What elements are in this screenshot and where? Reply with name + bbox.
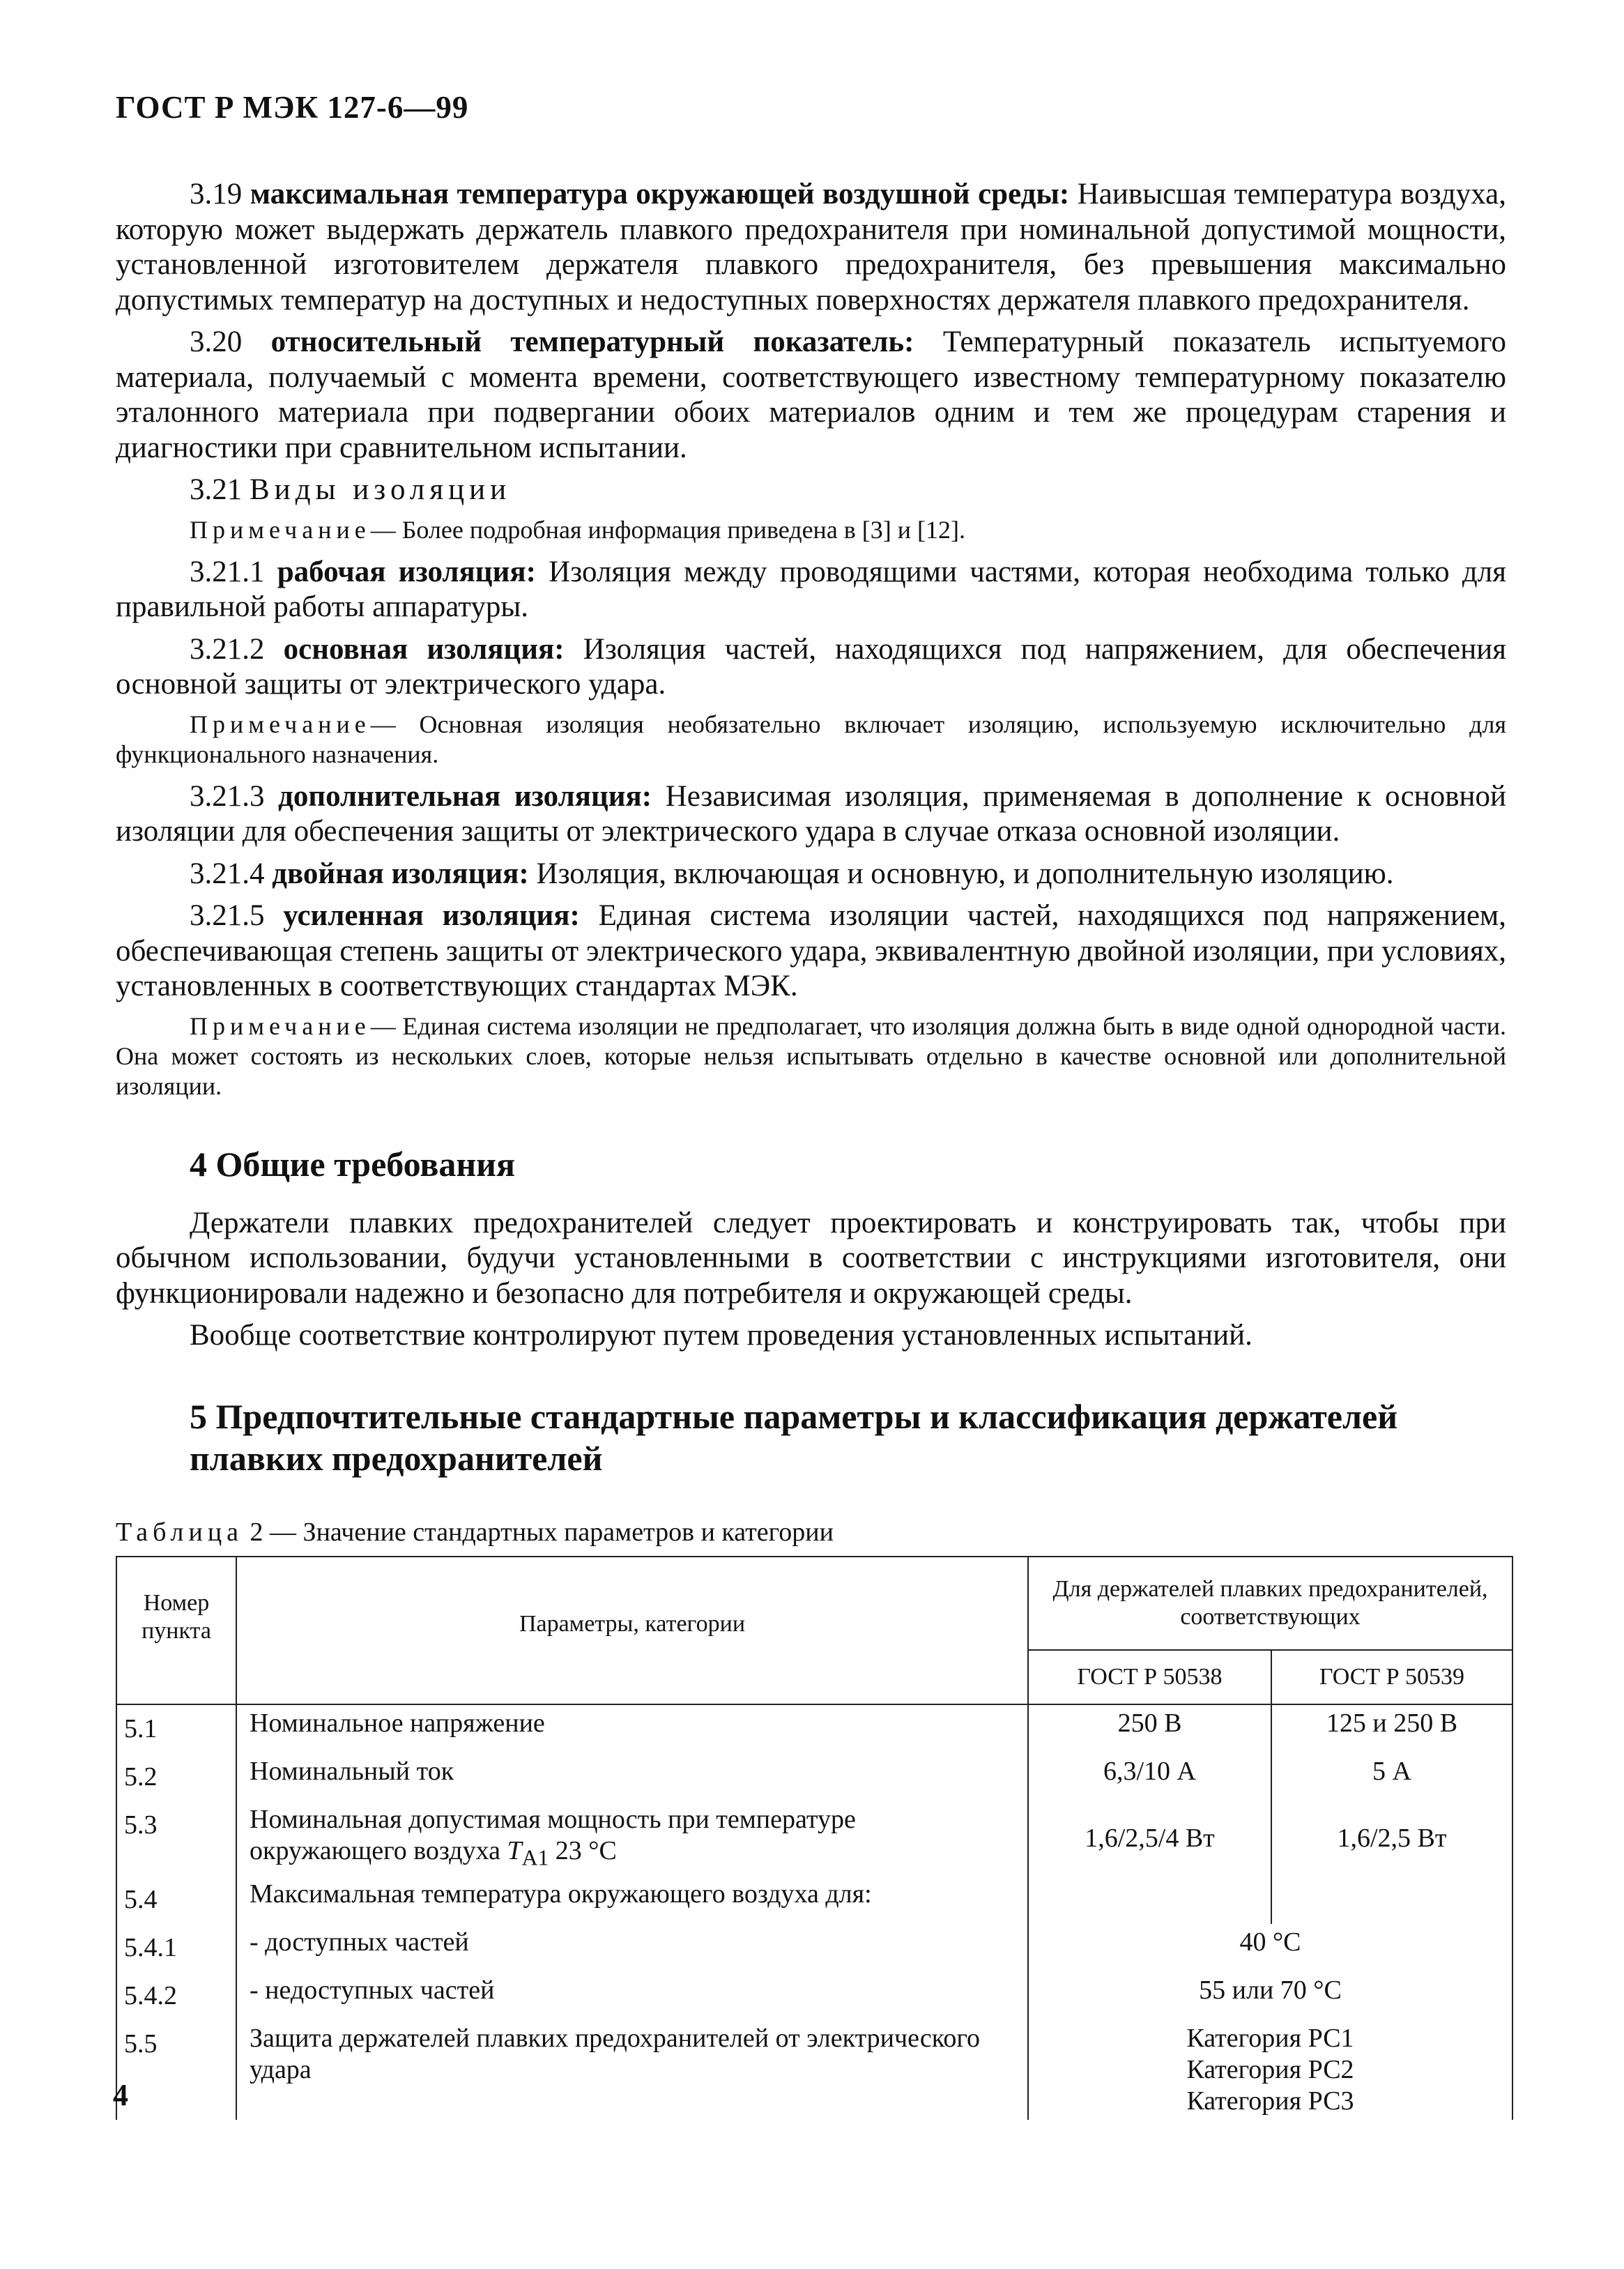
definition: Изоляция, включающая и основную, и дополнительную изоляцию. [536,857,1394,890]
temperature-symbol-subscript: A1 [521,1845,549,1870]
clause-3-21-5 [116,899,1506,1004]
term: дополнительная изоляция: [278,779,652,813]
definition: Единая система изоляции частей, находящихся под напряжением, обеспечивающая степень защиты от электрического удара, эквивалентную двойной изоляции, при условиях, установленных в соответствующих стандартах МЭК. [116,899,1507,1002]
term: относительный температурный показатель: [270,326,914,358]
clause-number: 3.19 [190,178,243,211]
parameter [236,1801,1028,1877]
category-pc2: Категория РС2 [1186,2055,1354,2085]
note-3-21 [116,515,1506,545]
table-caption-text: 2 — Значение стандартных параметров и категории [250,1517,834,1547]
term: основная изоляция: [283,632,565,666]
clause-number: 3.20 [190,326,243,358]
definition: Температурный показатель испытуемого материала, получаемый с момента времени, соответствующего известному температурному показателю эталонного материала при подвергании обоих материалов одним и тем же процедурам старения и диагностики при сравнительном испытании. [116,326,1506,464]
table-row [116,1876,1512,1924]
value-gost-50539 [1271,1876,1512,1924]
table-header-row [116,1557,1512,1650]
clause-title: Виды изоляции [250,473,512,506]
item-number: 5.3 [116,1801,236,1877]
item-number: 5.4.2 [116,1972,236,2020]
clause-3-21-3 [116,779,1506,850]
value-shared: 55 или 70 °С [1028,1972,1512,2020]
note-text: — Основная изоляция необязательно включает изоляцию, используемую исключительно для функционального назначения. [116,710,1506,768]
item-number: 5.4 [116,1876,236,1924]
section-4-paragraph-2: Вообще соответствие контролируют путем проведения установленных испытаний. [190,1319,1253,1352]
definition: Изоляция между проводящими частями, которая необходима только для правильной работы аппаратуры. [116,555,1507,623]
clause-number: 3.21.4 [190,857,265,890]
clause-3-21-2 [116,632,1506,703]
value-gost-50538: 1,6/2,5/4 Вт [1028,1801,1271,1877]
table-row [116,1972,1512,2020]
clause-3-21-4 [116,857,1506,892]
header-parameters: Параметры, категории [236,1557,1028,1704]
clause-3-20 [116,325,1506,466]
note-label: Примечание [190,710,371,738]
value-gost-50538 [1028,1876,1271,1924]
parameter: - недоступных частей [236,1972,1028,2020]
term: усиленная изоляция: [283,899,580,932]
clause-3-21-1 [116,555,1506,625]
parameter: Номинальное напряжение [236,1704,1028,1753]
table-row [116,1704,1512,1753]
clause-number: 3.21 [190,473,243,506]
page-body [116,177,1506,2120]
clause-number: 3.21.3 [190,779,265,813]
category-pc1: Категория РС1 [1186,2024,1354,2054]
value-shared [1028,2020,1512,2120]
running-header: ГОСТ Р МЭК 127-6—99 [116,90,469,125]
note-text: — Более подробная информация приведена в [3] и [12]. [370,515,966,544]
parameter: Максимальная температура окружающего воздуха для: [236,1876,1028,1924]
clause-3-19 [116,177,1506,318]
item-number: 5.2 [116,1753,236,1801]
section-4-paragraph-1: Держатели плавких предохранителей следует проектировать и конструировать так, чтобы при обычном использовании, будучи установленными в соответствии с инструкциями изготовителя, они функционировали надежно и безопасно для потребителя и окружающей среды. [116,1206,1506,1310]
value-gost-50538: 250 В [1028,1704,1271,1753]
note-text: — Единая система изоляции не предполагает, что изоляция должна быть в виде одной однородной части. Она может состоять из нескольких слоев, которые нельзя испытывать отдельно в качестве основной или дополнительной изоляции. [116,1011,1506,1100]
category-pc3: Категория РС3 [1186,2086,1354,2116]
header-gost-50539: ГОСТ Р 50539 [1271,1650,1512,1704]
parameter-value: 23 °С [549,1835,617,1865]
note-label: Примечание [190,1011,371,1040]
page-number: 4 [113,2078,128,2112]
term: максимальная температура окружающей воздушной среды: [250,178,1070,211]
header-fuse-holders-group: Для держателей плавких предохранителей, соответствующих [1028,1557,1512,1650]
table-caption [116,1517,1506,1548]
clause-number: 3.21.2 [190,632,265,666]
note-3-21-2 [116,710,1506,770]
definition: Независимая изоляция, применяемая в дополнение к основной изоляции для обеспечения защиты от электрического удара в случае отказа основной изоляции. [116,779,1507,848]
clause-3-21 [116,473,1506,508]
item-number: 5.1 [116,1704,236,1753]
value-gost-50539: 125 и 250 В [1271,1704,1512,1753]
temperature-symbol: T [507,1835,522,1865]
value-gost-50539: 5 А [1271,1753,1512,1801]
section-4-heading: 4 Общие требования [190,1144,516,1184]
item-number: 5.5 [116,2020,236,2120]
section-5-heading: 5 Предпочтительные стандартные параметры и классификация держателей плавких предохранителей [190,1396,1398,1478]
note-label: Примечание [190,515,371,544]
clause-number: 3.21.1 [190,555,265,588]
value-gost-50538: 6,3/10 А [1028,1753,1271,1801]
table-caption-label: Таблица [116,1517,244,1547]
term: рабочая изоляция: [277,555,536,588]
term: двойная изоляция: [272,857,529,890]
header-item-number: Номер пункта [116,1557,236,1704]
definition: Наивысшая температура воздуха, которую может выдержать держатель плавкого предохранителя при номинальной допустимой мощности, установленной изготовителем держателя плавкого предохранителя, без превышения максимально допустимых температур на доступных и недоступных поверхностях держателя плавкого предохранителя. [116,178,1507,316]
table-row [116,2020,1512,2120]
parameter: - доступных частей [236,1924,1028,1972]
parameter: Защита держателей плавких предохранителей от электрического удара [236,2020,1028,2120]
value-gost-50539: 1,6/2,5 Вт [1271,1801,1512,1877]
note-3-21-5 [116,1011,1506,1101]
value-shared: 40 °С [1028,1924,1512,1972]
table-row [116,1924,1512,1972]
table-row [116,1801,1512,1877]
parameter-text: Номинальная допустимая мощность при температуре окружающего воздуха [250,1804,856,1865]
table-row [116,1753,1512,1801]
clause-number: 3.21.5 [190,899,265,932]
definition: Изоляция частей, находящихся под напряжением, для обеспечения основной защиты от электрического удара. [116,632,1507,701]
item-number: 5.4.1 [116,1924,236,1972]
parameters-table [116,1556,1513,2121]
parameter: Номинальный ток [236,1753,1028,1801]
header-gost-50538: ГОСТ Р 50538 [1028,1650,1271,1704]
